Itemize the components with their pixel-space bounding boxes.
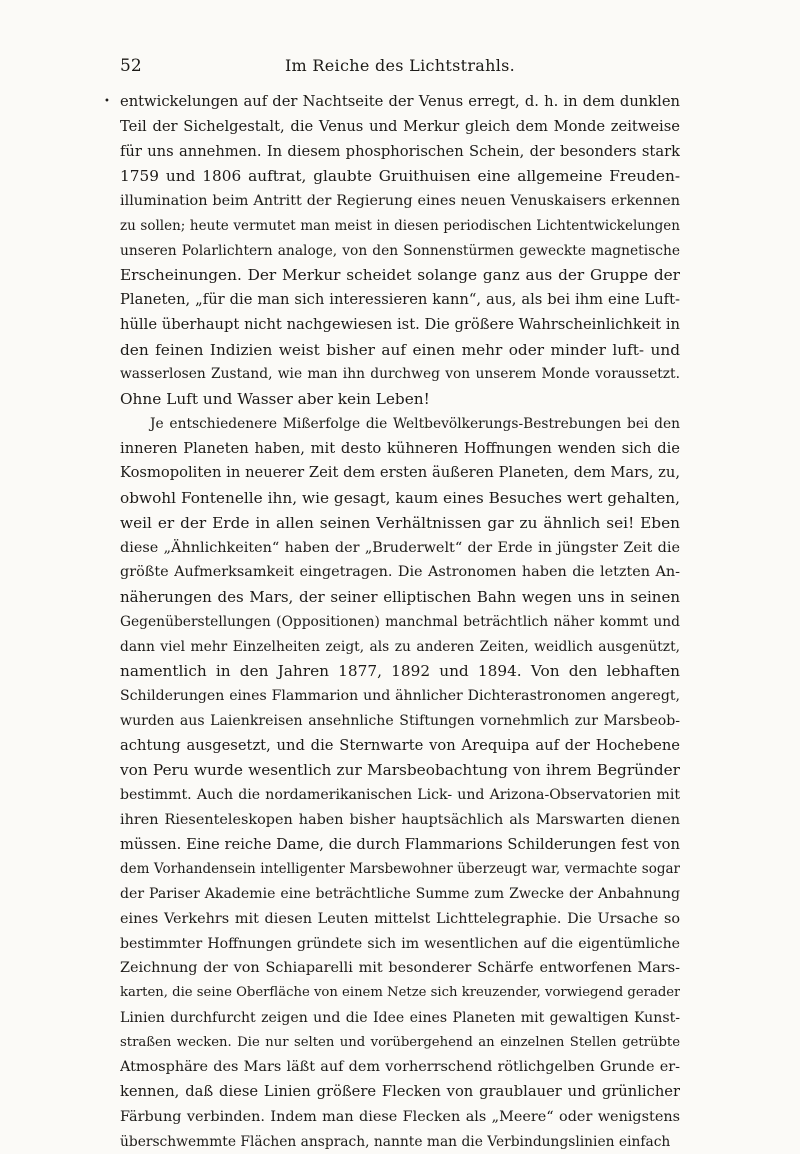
paragraph-1 (120, 90, 680, 412)
text-line: Linien durchfurcht zeigen und die Idee eines Planeten mit gewaltigen Kunst- (120, 1006, 680, 1031)
text-line: illumination beim Antritt der Regierung eines neuen Venuskaisers erkennen (120, 189, 680, 214)
margin-mark: • (104, 96, 110, 107)
text-line: wasserlosen Zustand, wie man ihn durchweg von unserem Monde voraussetzt. (120, 362, 680, 387)
text-line: der Pariser Akademie eine beträchtliche Summe zum Zwecke der Anbahnung (120, 882, 680, 907)
text-line: Erscheinungen. Der Merkur scheidet solange ganz aus der Gruppe der (120, 263, 680, 288)
text-line: größte Aufmerksamkeit eingetragen. Die Astronomen haben die letzten An- (120, 560, 680, 585)
text-line: den feinen Indizien weist bisher auf einen mehr oder minder luft- und (120, 338, 680, 363)
text-line: müssen. Eine reiche Dame, die durch Flammarions Schilderungen fest von (120, 833, 680, 858)
text-line: Zeichnung der von Schiaparelli mit besonderer Schärfe entworfenen Mars- (120, 956, 680, 981)
running-head: Im Reiche des Lichtstrahls. (120, 56, 680, 75)
text-line: wurden aus Laienkreisen ansehnliche Stiftungen vornehmlich zur Marsbeob- (120, 709, 680, 734)
text-line: obwohl Fontenelle ihn, wie gesagt, kaum eines Besuches wert gehalten, (120, 486, 680, 511)
text-line: Ohne Luft und Wasser aber kein Leben! (120, 387, 680, 412)
text-line: bestimmter Hoffnungen gründete sich im wesentlichen auf die eigentümliche (120, 932, 680, 957)
text-line: weil er der Erde in allen seinen Verhältnissen gar zu ähnlich sei! Eben (120, 511, 680, 536)
text-line: dem Vorhandensein intelligenter Marsbewohner überzeugt war, vermachte sogar (120, 857, 680, 882)
text-line: Je entschiedenere Mißerfolge die Weltbevölkerungs-Bestrebungen bei den (120, 412, 680, 437)
body-text (120, 90, 680, 1154)
text-line: für uns annehmen. In diesem phosphorischen Schein, der besonders stark (120, 140, 680, 165)
text-line: ihren Riesenteleskopen haben bisher hauptsächlich als Marswarten dienen (120, 808, 680, 833)
text-line: 1759 und 1806 auftrat, glaubte Gruithuisen eine allgemeine Freuden- (120, 164, 680, 189)
text-line: kennen, daß diese Linien größere Flecken von graublauer und grünlicher (120, 1080, 680, 1105)
paragraph-2 (120, 412, 680, 1154)
text-line: näherungen des Mars, der seiner elliptischen Bahn wegen uns in seinen (120, 585, 680, 610)
text-line: zu sollen; heute vermutet man meist in diesen periodischen Lichtentwickelungen (120, 214, 680, 239)
text-line: Gegenüberstellungen (Oppositionen) manchmal beträchtlich näher kommt und (120, 610, 680, 635)
text-line: hülle überhaupt nicht nachgewiesen ist. Die größere Wahrscheinlichkeit in (120, 313, 680, 338)
page-header (120, 52, 680, 82)
text-line: dann viel mehr Einzelheiten zeigt, als zu anderen Zeiten, weidlich ausgenützt, (120, 635, 680, 660)
text-line: namentlich in den Jahren 1877, 1892 und 1894. Von den lebhaften (120, 659, 680, 684)
page-number: 52 (120, 56, 142, 76)
text-line: entwickelungen auf der Nachtseite der Venus erregt, d. h. in dem dunklen (120, 90, 680, 115)
text-line: Planeten, „für die man sich interessieren kann“, aus, als bei ihm eine Luft- (120, 288, 680, 313)
text-line: überschwemmte Flächen ansprach, nannte man die Verbindungslinien einfach (120, 1130, 680, 1154)
text-line: achtung ausgesetzt, und die Sternwarte von Arequipa auf der Hochebene (120, 734, 680, 759)
text-line: eines Verkehrs mit diesen Leuten mittelst Lichttelegraphie. Die Ursache so (120, 907, 680, 932)
text-line: unseren Polarlichtern analoge, von den Sonnenstürmen geweckte magnetische (120, 239, 680, 264)
text-line: Färbung verbinden. Indem man diese Flecken als „Meere“ oder wenigstens (120, 1105, 680, 1130)
text-line: diese „Ähnlichkeiten“ haben der „Bruderwelt“ der Erde in jüngster Zeit die (120, 536, 680, 561)
text-line: Teil der Sichelgestalt, die Venus und Merkur gleich dem Monde zeitweise (120, 115, 680, 140)
text-line: bestimmt. Auch die nordamerikanischen Lick- und Arizona-Observatorien mit (120, 783, 680, 808)
text-line: Schilderungen eines Flammarion und ähnlicher Dichterastronomen angeregt, (120, 684, 680, 709)
text-line: straßen wecken. Die nur selten und vorübergehend an einzelnen Stellen getrübte (120, 1031, 680, 1056)
text-line: inneren Planeten haben, mit desto kühneren Hoffnungen wenden sich die (120, 437, 680, 462)
text-line: Kosmopoliten in neuerer Zeit dem ersten äußeren Planeten, dem Mars, zu, (120, 461, 680, 486)
text-line: von Peru wurde wesentlich zur Marsbeobachtung von ihrem Begründer (120, 758, 680, 783)
text-line: Atmosphäre des Mars läßt auf dem vorherrschend rötlichgelben Grunde er- (120, 1055, 680, 1080)
text-line: karten, die seine Oberfläche von einem Netze sich kreuzender, vorwiegend gerader (120, 981, 680, 1006)
